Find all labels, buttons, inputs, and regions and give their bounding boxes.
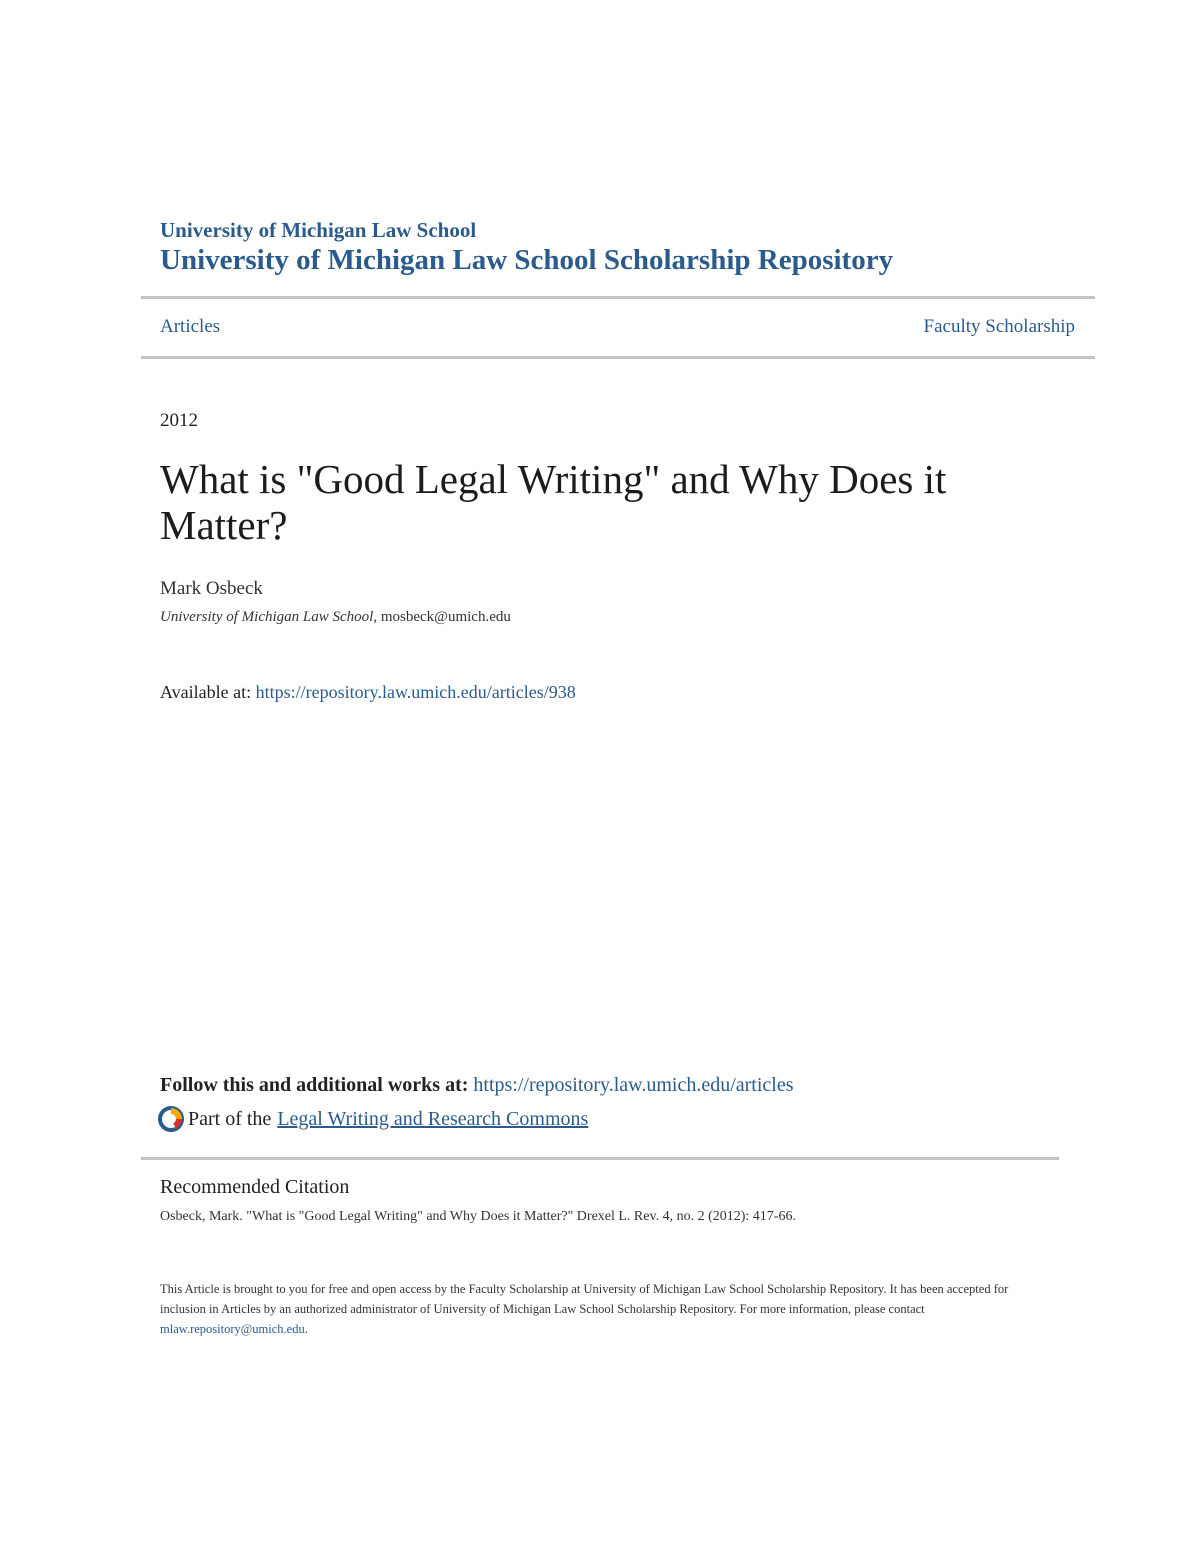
- digital-commons-icon: [158, 1106, 184, 1132]
- affiliation-name: University of Michigan Law School: [160, 609, 374, 625]
- author-email: mosbeck@umich.edu: [380, 609, 511, 625]
- articles-link[interactable]: Articles: [160, 316, 221, 337]
- affiliation-separator: ,: [373, 609, 378, 625]
- faculty-scholarship-link[interactable]: Faculty Scholarship: [923, 316, 1075, 337]
- article-title: What is "Good Legal Writing" and Why Does it Matter?: [160, 456, 947, 548]
- follow-line: [160, 1074, 794, 1097]
- available-url-link[interactable]: https://repository.law.umich.edu/articles/938: [255, 682, 576, 702]
- access-notice: [160, 1279, 1040, 1339]
- citation-text: Osbeck, Mark. "What is "Good Legal Writing" and Why Does it Matter?" Drexel L. Rev. 4, no. 2 (2012): 417-66.: [160, 1209, 796, 1224]
- notice-end: .: [304, 1322, 308, 1336]
- contact-email-link[interactable]: mlaw.repository@umich.edu: [160, 1322, 305, 1336]
- legal-writing-commons-link[interactable]: Legal Writing and Research Commons: [277, 1107, 589, 1130]
- author-affiliation: [160, 609, 511, 626]
- follow-url-link[interactable]: https://repository.law.umich.edu/articles: [473, 1074, 794, 1096]
- available-label: Available at:: [160, 682, 252, 702]
- part-of-label: Part of the: [188, 1107, 272, 1130]
- follow-label: Follow this and additional works at:: [160, 1074, 469, 1096]
- author-name: Mark Osbeck: [160, 578, 263, 599]
- citation-divider: [141, 1157, 1059, 1160]
- nav-divider: [141, 356, 1095, 359]
- part-of-line: [158, 1106, 588, 1132]
- publication-year: 2012: [160, 410, 198, 431]
- available-at: [160, 682, 576, 703]
- citation-heading: Recommended Citation: [160, 1176, 350, 1198]
- repository-name[interactable]: University of Michigan Law School Scholarship Repository: [160, 244, 894, 276]
- top-divider: [141, 296, 1095, 299]
- institution-name[interactable]: University of Michigan Law School: [160, 218, 477, 242]
- notice-text: This Article is brought to you for free and open access by the Faculty Scholarship at University of Michigan Law School Scholarship Repository. It has been accepted for inclusion in Articles by an authorized administrator of University of Michigan Law School Scholarship Repository. For more information, please contact: [160, 1282, 1009, 1316]
